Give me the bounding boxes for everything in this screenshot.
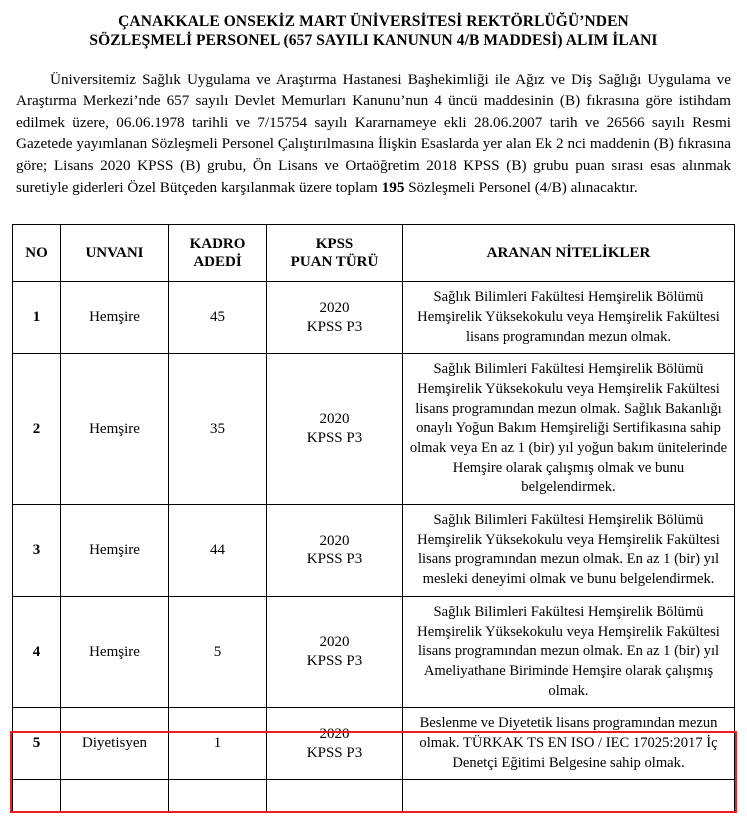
cell-kadro-adedi xyxy=(169,780,267,813)
cell-kadro-adedi: 45 xyxy=(169,282,267,354)
cell-no: 4 xyxy=(13,596,61,707)
cell-kpss-type: KPSS P3 xyxy=(306,318,363,335)
table-header-row xyxy=(13,225,735,282)
cell-unvani xyxy=(61,780,169,813)
header-no: NO xyxy=(13,225,61,282)
positions-table xyxy=(12,224,735,813)
header-kadro-adedi-line-1: KADRO xyxy=(189,236,246,253)
cell-no: 1 xyxy=(13,282,61,354)
cell-unvani: Hemşire xyxy=(61,354,169,505)
cell-aranan-nitelikler: Sağlık Bilimleri Fakültesi Hemşirelik Bölümü Hemşirelik Yüksekokulu veya Hemşirelik Fakültesi lisans programından mezun olmak. En az 1 (bir) yıl mesleki deneyimi olmak ve bunu belgelendirmek. xyxy=(403,505,735,597)
cell-no: 3 xyxy=(13,505,61,597)
header-unvani: UNVANI xyxy=(61,225,169,282)
cell-kadro-adedi: 44 xyxy=(169,505,267,597)
cell-kpss-type: KPSS P3 xyxy=(306,744,363,761)
cell-kpss-puan-turu xyxy=(267,596,403,707)
cell-no xyxy=(13,780,61,813)
table-row xyxy=(13,505,735,597)
cell-kpss-type: KPSS P3 xyxy=(306,653,363,670)
table-row xyxy=(13,354,735,505)
page-title-line-2: SÖZLEŞMELİ PERSONEL (657 SAYILI KANUNUN 4/B MADDESİ) ALIM İLANI xyxy=(89,32,658,50)
cell-unvani: Hemşire xyxy=(61,596,169,707)
cell-aranan-nitelikler: Sağlık Bilimleri Fakültesi Hemşirelik Bölümü Hemşirelik Yüksekokulu veya Hemşirelik Fakültesi lisans programından mezun olmak. En az 1 (bir) yıl Ameliyathane Biriminde Hemşire olarak çalışmış olmak. xyxy=(403,596,735,707)
table-row-partial xyxy=(13,780,735,813)
cell-unvani: Hemşire xyxy=(61,505,169,597)
table-row xyxy=(13,596,735,707)
header-kadro-adedi-line-2: ADEDİ xyxy=(193,254,242,271)
cell-kpss-year: 2020 xyxy=(319,532,350,549)
cell-kadro-adedi: 1 xyxy=(169,708,267,780)
intro-paragraph: Üniversitemiz Sağlık Uygulama ve Araştırma Hastanesi Başhekimliği ile Ağız ve Diş Sağlığı Uygulama ve Araştırma Merkezi’nde 657 sayılı Devlet Memurları Kanunu’nun 4 üncü maddesinin (B) fıkrasına göre istihdam edilmek üzere, 06.06.1978 tarihli ve 7/15754 sayılı Kararnameye ekli 28.06.2007 tarih ve 26566 sayılı Resmi Gazetede yayımlanan Sözleşmeli Personel Çalıştırılmasına İlişkin Esaslarda yer alan Ek 2 nci maddenin (B) fıkrasına göre; Lisans 2020 KPSS (B) grubu, Ön Lisans ve Ortaöğretim 2018 KPSS (B) grubu puan sırası esas alınmak suretiyle giderleri Özel Bütçeden karşılanmak üzere toplam 195 Sözleşmeli Personel (4/B) alınacaktır. xyxy=(16,70,731,196)
cell-aranan-nitelikler xyxy=(403,780,735,813)
cell-aranan-nitelikler: Sağlık Bilimleri Fakültesi Hemşirelik Bölümü Hemşirelik Yüksekokulu veya Hemşirelik Fakültesi lisans programından mezun olmak. xyxy=(403,282,735,354)
cell-kpss-puan-turu xyxy=(267,354,403,505)
cell-kpss-type: KPSS P3 xyxy=(306,551,363,568)
table-row-highlighted xyxy=(13,708,735,780)
cell-kpss-puan-turu xyxy=(267,780,403,813)
page-title xyxy=(10,12,737,51)
header-kadro-adedi xyxy=(169,225,267,282)
cell-kadro-adedi: 35 xyxy=(169,354,267,505)
cell-kpss-year: 2020 xyxy=(319,634,350,651)
cell-kadro-adedi: 5 xyxy=(169,596,267,707)
table-row xyxy=(13,282,735,354)
header-kpss-line-1: KPSS xyxy=(315,236,354,253)
header-aranan-nitelikler: ARANAN NİTELİKLER xyxy=(403,225,735,282)
cell-kpss-year: 2020 xyxy=(319,300,350,316)
cell-no: 5 xyxy=(13,708,61,780)
cell-kpss-type: KPSS P3 xyxy=(306,430,363,447)
page-title-line-1: ÇANAKKALE ONSEKİZ MART ÜNİVERSİTESİ REKTÖRLÜĞÜ’NDEN xyxy=(118,13,629,30)
cell-kpss-puan-turu xyxy=(267,505,403,597)
cell-kpss-puan-turu xyxy=(267,708,403,780)
cell-kpss-year: 2020 xyxy=(319,726,350,743)
cell-unvani: Diyetisyen xyxy=(61,708,169,780)
header-kpss-puan-turu xyxy=(267,225,403,282)
cell-no: 2 xyxy=(13,354,61,505)
cell-unvani: Hemşire xyxy=(61,282,169,354)
cell-kpss-year: 2020 xyxy=(319,411,350,428)
cell-aranan-nitelikler: Sağlık Bilimleri Fakültesi Hemşirelik Bölümü Hemşirelik Yüksekokulu veya Hemşirelik Fakültesi lisans programından mezun olmak. Sağlık Bakanlığı onaylı Yoğun Bakım Hemşireliği Sertifikasına sahip olmak veya En az 1 (bir) yıl yoğun bakım ünitelerinde Hemşire olarak çalışmış olmak ve bunu belgelendirmek. xyxy=(403,354,735,505)
header-kpss-line-2: PUAN TÜRÜ xyxy=(290,254,379,271)
cell-aranan-nitelikler: Beslenme ve Diyetetik lisans programından mezun olmak. TÜRKAK TS EN ISO / IEC 17025:2017 İç Denetçi Eğitimi Belgesine sahip olmak. xyxy=(403,708,735,780)
cell-kpss-puan-turu xyxy=(267,282,403,354)
